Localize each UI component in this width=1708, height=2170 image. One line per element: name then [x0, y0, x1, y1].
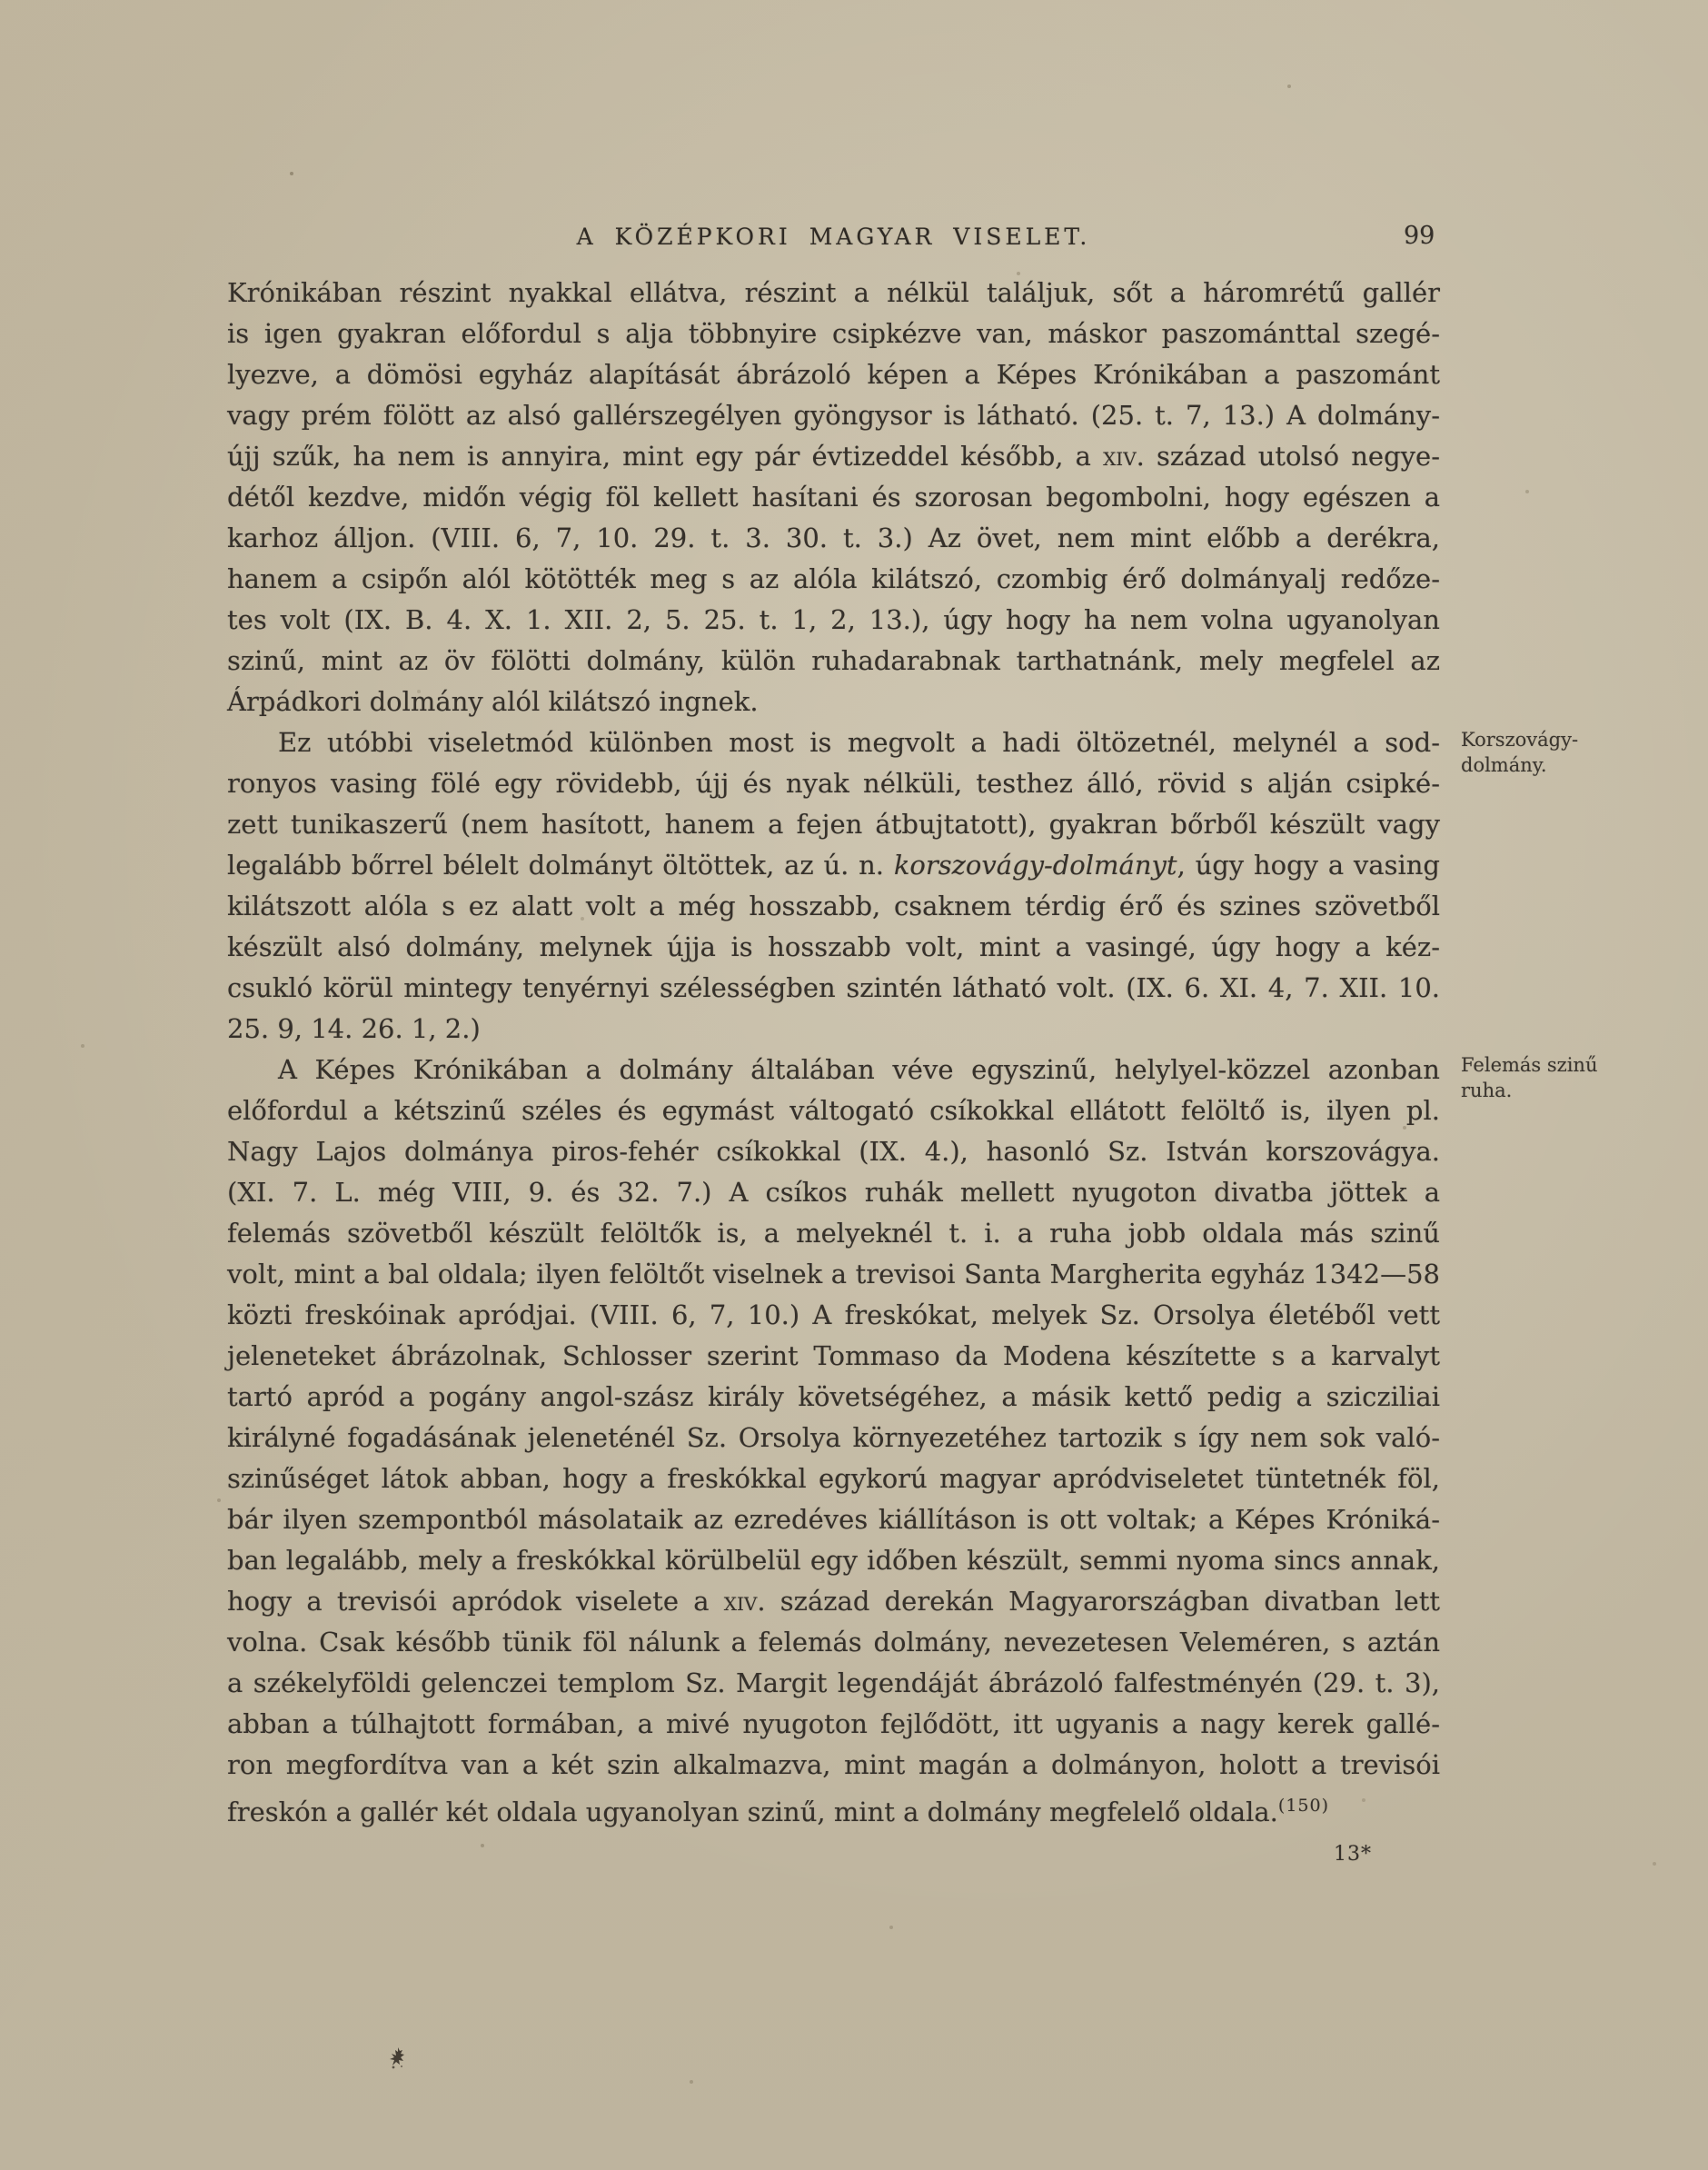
text-line: Krónikában részint nyakkal ellátva, részint a nélkül találjuk, sőt a háromrétű gallér [227, 277, 1440, 308]
margin-note-line: Felemás szinű [1461, 1054, 1598, 1076]
text-line: vagy prém fölött az alsó gallérszegélyen gyöngysor is látható. (25. t. 7, 13.) A dolmány- [227, 400, 1440, 431]
text-line: lyezve, a dömösi egyház alapítását ábrázoló képen a Képes Krónikában a paszománt [227, 359, 1440, 390]
text-line: csukló körül mintegy tenyérnyi szélességben szintén látható volt. (IX. 6. XI. 4, 7. XII. 10. [227, 972, 1440, 1003]
text-line: (XI. 7. L. még VIII, 9. és 32. 7.) A csíkos ruhák mellett nyugoton divatba jöttek a [227, 1177, 1440, 1208]
text-line: ronyos vasing fölé egy rövidebb, újj és nyak nélküli, testhez álló, rövid s alján csipké- [227, 768, 1440, 799]
margin-note-line: ruha. [1461, 1080, 1513, 1101]
text-line: tartó apród a pogány angol-szász király követségéhez, a másik kettő pedig a szicziliai [227, 1381, 1440, 1412]
margin-note-line: dolmány. [1461, 754, 1547, 776]
text-line: szinűséget látok abban, hogy a freskókkal egykorú magyar apródviseletet tüntetnék föl, [227, 1463, 1440, 1494]
text-block [227, 273, 1440, 1827]
text-line: közti freskóinak apródjai. (VIII. 6, 7, 10.) A freskókat, melyek Sz. Orsolya életéből vett [227, 1299, 1440, 1330]
text-line: királyné fogadásának jeleneténél Sz. Orsolya környezetéhez tartozik s így nem sok való- [227, 1422, 1440, 1453]
text-line: ron megfordítva van a két szin alkalmazva, mint magán a dolmányon, holott a trevisói [227, 1749, 1440, 1780]
text-line: ban legalább, mely a freskókkal körülbelül egy időben készült, semmi nyoma sincs annak, [227, 1545, 1440, 1576]
margin-note-felemas [1461, 1052, 1688, 1103]
margin-note-line: Korszovágy- [1461, 729, 1579, 751]
margin-note-korszovagy [1461, 727, 1688, 778]
text-line: szinű, mint az öv fölötti dolmány, külön ruhadarabnak tarthatnánk, mely megfelel az [227, 645, 1440, 676]
text-line: bár ilyen szempontból másolataik az ezredéves kiállításon is ott voltak; a Képes Króniká- [227, 1504, 1440, 1535]
text-line: détől kezdve, midőn végig föl kellett hasítani és szorosan begombolni, hogy egészen a [227, 482, 1440, 513]
text-line: legalább bőrrel bélelt dolmányt öltöttek, az ú. n. korszovágy-dolmányt, úgy hogy a vasing [227, 850, 1440, 881]
text-line: karhoz álljon. (VIII. 6, 7, 10. 29. t. 3. 30. t. 3.) Az övet, nem mint előbb a derékra, [227, 523, 1440, 553]
paper-specks [0, 0, 2, 2]
text-line: volna. Csak később tünik föl nálunk a felemás dolmány, nevezetesen Veleméren, s aztán [227, 1627, 1440, 1657]
text-line: a székelyföldi gelenczei templom Sz. Margit legendáját ábrázoló falfestményén (29. t. 3), [227, 1667, 1440, 1698]
text-line: 25. 9, 14. 26. 1, 2.) [227, 1013, 481, 1044]
text-line: jeleneteket ábrázolnak, Schlosser szerint Tommaso da Modena készítette s a karvalyt [227, 1340, 1440, 1371]
text-line: előfordul a kétszinű széles és egymást váltogató csíkokkal ellátott felöltő is, ilyen pl. [227, 1095, 1440, 1126]
text-line: Ez utóbbi viseletmód különben most is megvolt a hadi öltözetnél, melynél a sod- [278, 727, 1440, 758]
text-line: készült alsó dolmány, melynek újja is hosszabb volt, mint a vasingé, úgy hogy a kéz- [227, 931, 1440, 962]
text-line: freskón a gallér két oldala ugyanolyan szinű, mint a dolmány megfelelő oldala.$^{(150)}$ [227, 1796, 1329, 1827]
text-line: újj szűk, ha nem is annyira, mint egy pár évtizeddel később, a xiv. század utolsó negye- [227, 441, 1440, 472]
text-line: tes volt (IX. B. 4. X. 1. XII. 2, 5. 25. t. 1, 2, 13.), úgy hogy ha nem volna ugyanolyan [227, 604, 1440, 635]
text-line: hogy a trevisói apródok viselete a xiv. század derekán Magyarországban divatban lett [227, 1586, 1440, 1617]
page-number: 99 [1404, 222, 1435, 250]
text-line: volt, mint a bal oldala; ilyen felöltőt viselnek a trevisoi Santa Margherita egyház 1342—58 [227, 1259, 1440, 1289]
text-line: hanem a csipőn alól kötötték meg s az alóla kilátszó, czombig érő dolmányalj redőze- [227, 563, 1440, 594]
text-line: felemás szövetből készült felöltők is, a melyeknél t. i. a ruha jobb oldala más szinű [227, 1218, 1440, 1249]
text-line: A Képes Krónikában a dolmány általában véve egyszinű, helylyel-közzel azonban [278, 1054, 1440, 1085]
text-line: is igen gyakran előfordul s alja többnyire csipkézve van, máskor paszománttal szegé- [227, 318, 1440, 349]
ink-blot-icon [387, 2046, 411, 2081]
text-line: Nagy Lajos dolmánya piros-fehér csíkokkal (IX. 4.), hasonló Sz. István korszovágya. [227, 1136, 1440, 1167]
text-line: abban a túlhajtott formában, a mivé nyugoton fejlődött, itt ugyanis a nagy kerek gallé- [227, 1708, 1440, 1739]
text-line: kilátszott alóla s ez alatt volt a még hosszabb, csaknem térdig érő és szines szövetből [227, 891, 1440, 921]
text-line: Árpádkori dolmány alól kilátszó ingnek. [227, 686, 759, 717]
signature-mark: 13* [1334, 1843, 1372, 1866]
text-line: zett tunikaszerű (nem hasított, hanem a fejen átbujtatott), gyakran bőrből készült vagy [227, 809, 1440, 840]
running-header: A KÖZÉPKORI MAGYAR VISELET. [576, 224, 1091, 250]
